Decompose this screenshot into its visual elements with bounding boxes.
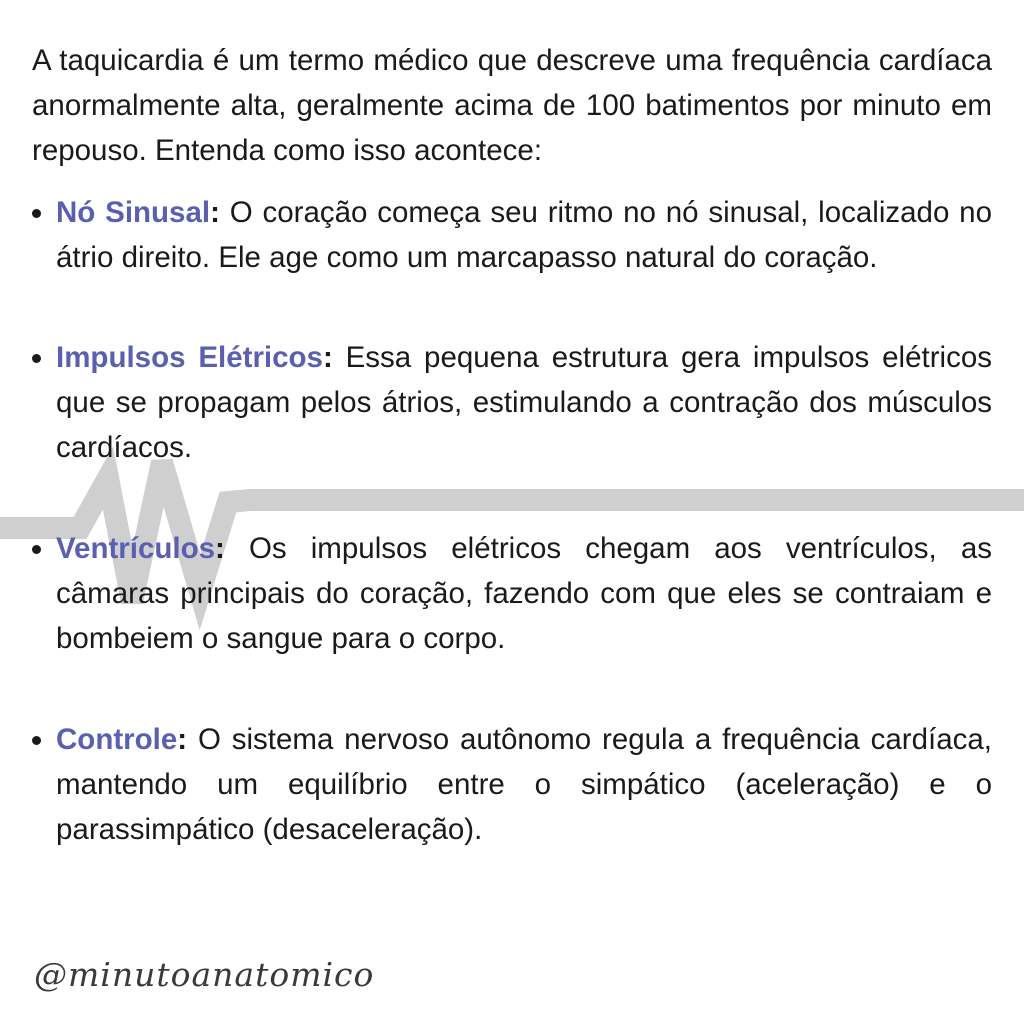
author-handle: @minutoanatomico xyxy=(34,955,375,994)
bullet-item-controle xyxy=(32,717,992,852)
bullet-term: Controle xyxy=(56,723,178,756)
bullet-item-impulsos-eletricos xyxy=(32,335,992,470)
bullet-text: Os impulsos elétricos chegam aos ventrículos, as câmaras principais do coração, fazendo com que eles se contraiam e bombeiem o sangue para o corpo. xyxy=(56,532,992,655)
bullet-text: O sistema nervoso autônomo regula a frequência cardíaca, mantendo um equilíbrio entre o simpático (aceleração) e o parassimpático (desaceleração). xyxy=(56,723,992,846)
bullet-text: O coração começa seu ritmo no nó sinusal, localizado no átrio direito. Ele age como um marcapasso natural do coração. xyxy=(56,196,992,274)
bullet-term: Nó Sinusal xyxy=(56,196,211,229)
bullet-text: Essa pequena estrutura gera impulsos elétricos que se propagam pelos átrios, estimulando a contração dos músculos cardíacos. xyxy=(56,341,992,464)
bullet-item-no-sinusal xyxy=(32,190,992,280)
bullet-colon: : xyxy=(215,532,225,565)
main-content xyxy=(32,38,992,852)
intro-paragraph: A taquicardia é um termo médico que descreve uma frequência cardíaca anormalmente alta, geralmente acima de 100 batimentos por minuto em repouso. Entenda como isso acontece: xyxy=(32,44,992,167)
bullet-term: Impulsos Elétricos xyxy=(56,341,323,374)
bullet-item-ventriculos xyxy=(32,526,992,661)
bullet-colon: : xyxy=(322,341,333,374)
bullet-colon: : xyxy=(177,723,188,756)
bullet-list xyxy=(32,190,992,852)
bullet-colon: : xyxy=(210,196,220,229)
bullet-term: Ventrículos xyxy=(56,532,216,565)
